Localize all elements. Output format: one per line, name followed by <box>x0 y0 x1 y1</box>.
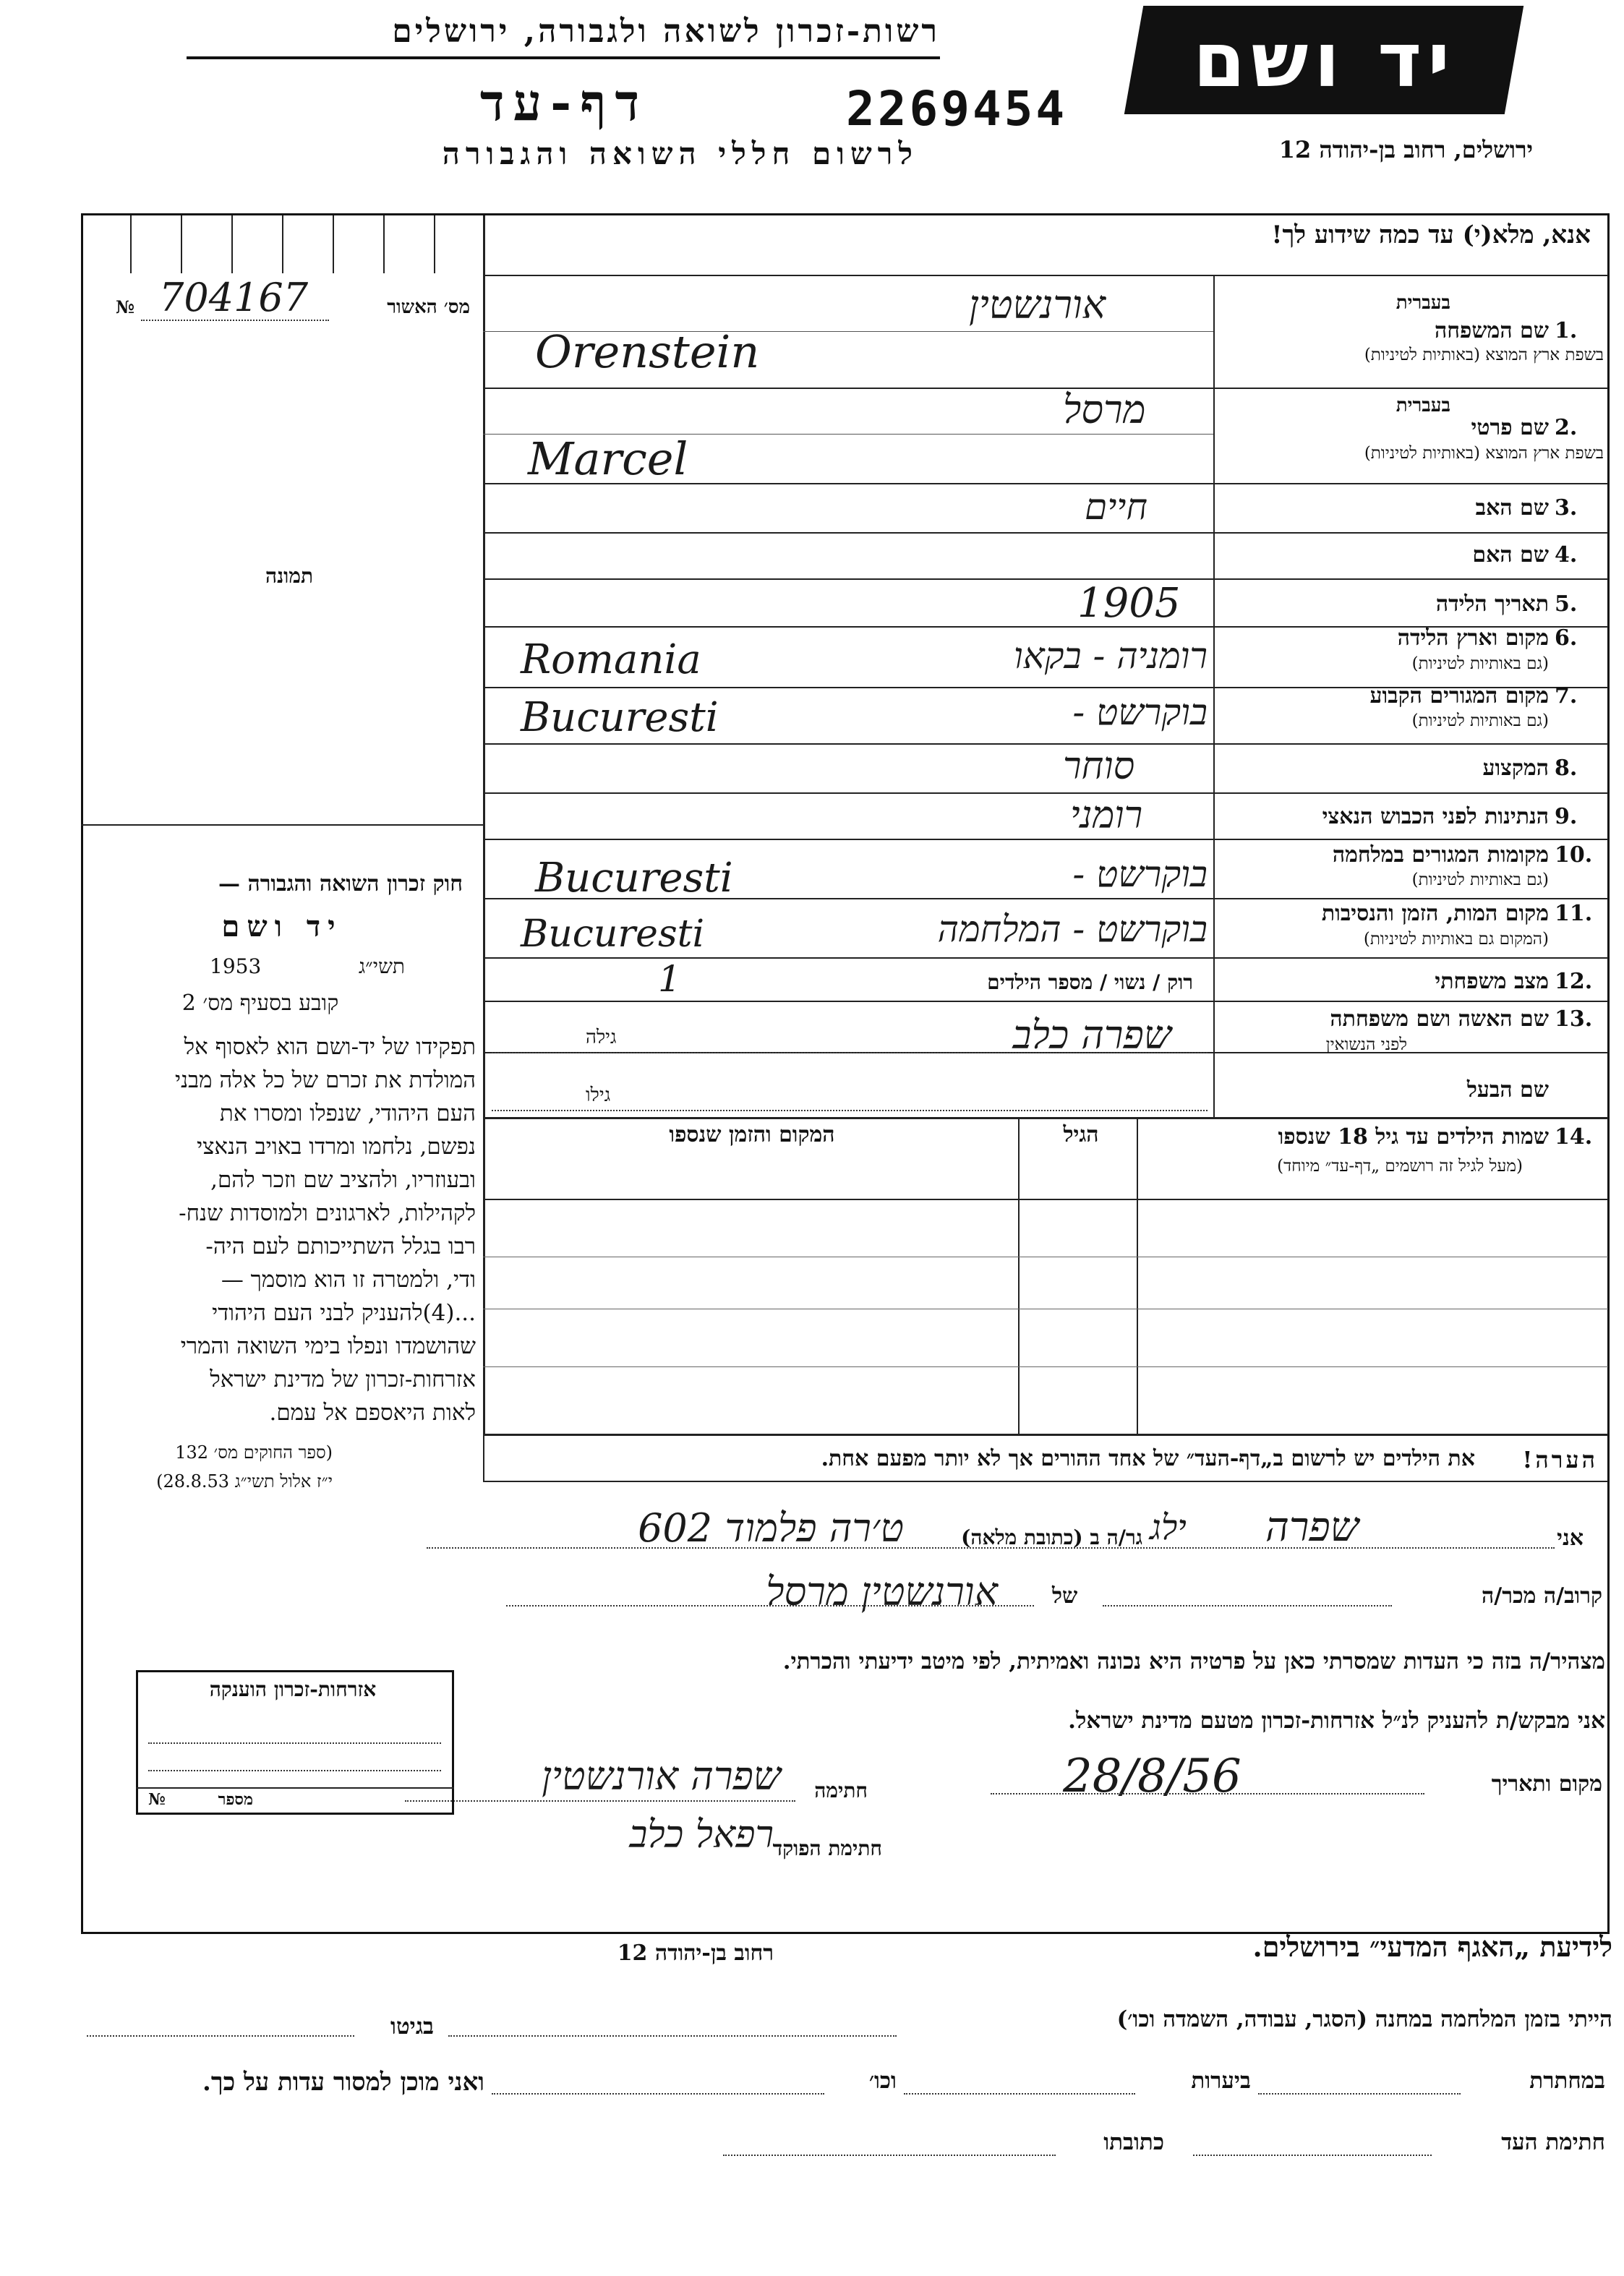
law-clause: קובע בסעיף מס׳ 2 <box>181 991 339 1016</box>
f2-num: 2. <box>1555 415 1578 440</box>
footer-hiding-label: במחתרת <box>1529 2068 1605 2094</box>
law-line: לקהילות, לארגונים ולמוסדות שנח- <box>179 1200 476 1226</box>
f1-sub: בשפת ארץ המוצא (באותיות לטיניות) <box>1364 346 1604 364</box>
f13-sub: לפני הנשואין <box>1325 1035 1407 1054</box>
footer-address-label: כתובתו <box>1103 2129 1164 2155</box>
f1-latin-value: Orenstein <box>535 325 760 378</box>
f9-label: הנתינות לפני הכבוש הנאצי <box>1322 804 1549 829</box>
f12-label: מצב משפחתי <box>1435 969 1549 994</box>
children-label: שמות הילדים עד גיל 18 שנספו <box>1278 1124 1549 1150</box>
f3-value: חיים <box>1085 486 1148 528</box>
f1-label: שם המשפחה <box>1434 318 1549 343</box>
f13-value: שפרה כלב <box>1012 1012 1171 1058</box>
f12-num: 12. <box>1555 969 1593 994</box>
decl-resident-label: גר/ה ב (כתובת מלאה) <box>961 1526 1142 1549</box>
approval-label: מס׳ האשור <box>387 296 470 318</box>
law-line: תפקידו של יד-ושם הוא לאסוף אל <box>184 1034 476 1060</box>
f13-label: שם האשה ושם משפחתה <box>1330 1006 1549 1032</box>
decl-of-label: של <box>1052 1583 1078 1609</box>
form-subtitle: לרשום חללי השואה והגבורה <box>442 136 918 171</box>
f4-num: 4. <box>1555 542 1578 568</box>
approval-value: 704167 <box>159 275 309 320</box>
f9-num: 9. <box>1555 804 1578 829</box>
header-address: ירושלים, רחוב בן-יהודה 12 <box>1278 136 1533 163</box>
f11-sub: (המקום גם באותיות לטיניות) <box>1363 930 1549 949</box>
institution-name: רשות-זכרון לשואה ולגבורה, ירושלים <box>392 13 940 50</box>
f2-sub: בשפת ארץ המוצא (באותיות לטיניות) <box>1364 444 1604 463</box>
f1-heb-tag: בעברית <box>1396 292 1450 314</box>
decl-resident-pre: ילג <box>1150 1507 1187 1548</box>
f1-heb-value: אורנשטין <box>969 282 1106 328</box>
law-line: שהושמדו ונפלו בימי השואה והמרי <box>180 1333 476 1359</box>
footer-line1: הייתי בזמן המלחמה במחנה (הסגר, עבודה, השמדה וכו׳) <box>1116 2006 1612 2032</box>
f12-value: 1 <box>658 958 681 1000</box>
law-line: רבו בגלל השתייכותם לעם היה- <box>205 1233 476 1259</box>
footer-etc-label: וכו׳ <box>868 2068 897 2094</box>
footer-title: לידיעת „האגף המדעי״ בירושלים. <box>1252 1930 1612 1963</box>
footer-witness-label: חתימת העד <box>1501 2129 1605 2155</box>
law-year: 1953 <box>210 954 262 978</box>
law-line: לאות היאספם אל עמם. <box>269 1400 476 1426</box>
decl-relation-value: אורנשטין מרסל <box>766 1569 998 1614</box>
f10-value-latin: Bucuresti <box>535 855 733 902</box>
f11-value-heb: בוקרשט - המלחמה <box>937 908 1208 950</box>
f3-label: שם האב <box>1475 495 1549 521</box>
note-text: את הילדים יש לרשום ב„דף-העד״ של אחד ההורים אך לא יותר מפעם אחת. <box>821 1446 1475 1471</box>
law-line: ודי, ולמטרה זו הוא מוסמך — <box>221 1267 476 1293</box>
logo-text: יד ושם <box>1192 16 1456 104</box>
decl-statement: מצהיר/ה בזה כי העדות שמסרתי כאן על פרטיה היא נכונה ואמיתית, לפי מיטב ידיעתי והכרתי. <box>782 1648 1605 1674</box>
decl-name-value: שפרה <box>1265 1504 1359 1551</box>
law-line: ...(4)להעניק לבני העם היהודי <box>212 1300 476 1326</box>
form-title: דף-עד <box>479 72 649 132</box>
citizenship-box-number: מספר <box>218 1790 253 1809</box>
law-year-heb: תשי״ג <box>358 954 405 978</box>
age-header: הגיל <box>1063 1122 1099 1147</box>
f2-heb-value: מרסל <box>1063 387 1146 432</box>
f3-num: 3. <box>1555 495 1578 521</box>
decl-relation-label: קרוב/ה מכר/ה <box>1482 1583 1602 1609</box>
f7-value-heb: בוקרשט - <box>1072 691 1208 733</box>
f13-age-label: גילה <box>586 1027 617 1048</box>
f7-num: 7. <box>1555 683 1578 709</box>
f10-num: 10. <box>1555 842 1593 868</box>
f5-value: 1905 <box>1077 580 1181 627</box>
decl-place-date-label: מקום ותאריך <box>1491 1771 1602 1797</box>
f7-label: מקום המגורים הקבוע <box>1369 683 1549 709</box>
f6-sub: (גם באותיות לטיניות) <box>1411 654 1549 673</box>
f6-label: מקום וארץ הלידה <box>1397 625 1549 651</box>
law-title: חוק זכרון השואה והגבורה — <box>218 871 463 897</box>
law-name: יד ושם <box>221 910 343 944</box>
law-line: העם היהודי, שנפלו ומסרו את <box>219 1100 476 1126</box>
decl-date-value: 28/8/56 <box>1063 1750 1241 1803</box>
decl-signature-value: שפרה אורנשטין <box>542 1753 781 1799</box>
law-ref-2: י״ז אלול תשי״ג 28.8.53) <box>156 1471 333 1492</box>
decl-request: אני מבקש/ת להעניק לנ״ל אזרחות-זכרון מטעם מדינת ישראל. <box>1068 1708 1605 1734</box>
place-header: המקום והזמן שנספו <box>669 1122 835 1147</box>
decl-officer-label: חתימת הפוקד <box>772 1836 882 1860</box>
footer-address: רחוב בן-יהודה 12 <box>617 1941 774 1966</box>
yad-vashem-logo <box>1124 6 1523 114</box>
law-line: המולדת את זכרם של כל אלה מבני <box>174 1067 476 1093</box>
children-num: 14. <box>1555 1124 1593 1150</box>
decl-officer-value: רפאל כלב <box>629 1813 774 1857</box>
decl-i-label: אני <box>1557 1526 1584 1551</box>
note-title: הערה! <box>1522 1446 1598 1473</box>
law-line: אזרחות-זכרון של מדינת ישראל <box>210 1366 476 1392</box>
f10-value-heb: בוקרשט - <box>1072 853 1208 895</box>
f1-num: 1. <box>1555 318 1578 343</box>
f11-label: מקום המות, הזמן והנסיבות <box>1321 901 1549 926</box>
institution-underline <box>187 56 940 59</box>
f6-num: 6. <box>1555 625 1578 651</box>
f6-value-heb: רומניה - בקאו <box>1014 635 1208 677</box>
f10-label: מקומות המגורים במלחמה <box>1332 842 1549 868</box>
f10-sub: (גם באותיות לטיניות) <box>1411 870 1549 889</box>
decl-signature-label: חתימה <box>814 1779 868 1802</box>
f12-options: רוק / נשוי / מספר הילדים <box>987 970 1193 994</box>
footer-ghetto-label: בגיטו <box>390 2014 434 2040</box>
f13-num: 13. <box>1555 1006 1593 1032</box>
f5-label: תאריך הלידה <box>1435 591 1549 617</box>
f9-value: רומני <box>1070 794 1143 837</box>
serial-number: 2269454 <box>846 81 1068 137</box>
f8-value: סוחר <box>1063 745 1135 788</box>
photo-label: תמונה <box>265 564 314 588</box>
footer-forests-label: ביערות <box>1191 2068 1251 2094</box>
intro-request: אנא, מלא(י) עד כמה שידוע לך! <box>1271 221 1591 249</box>
f7-value-latin: Bucuresti <box>521 694 719 741</box>
approval-prefix: № <box>116 296 135 317</box>
law-text <box>93 1030 476 1429</box>
f2-heb-tag: בעברית <box>1396 395 1450 416</box>
decl-address-value: ט׳רה פלמוד 602 <box>638 1505 904 1551</box>
law-line: נפשם, נלחמו ומרדו באויב הנאצי <box>197 1134 476 1160</box>
law-ref-1: (ספר החוקים מס׳ 132 <box>175 1442 333 1463</box>
children-sub: (מעל לגיל זה רושמים „דף-עד״ מיוחד) <box>1277 1157 1523 1176</box>
footer-ready-label: ואני מוכן למסור עדות על כך. <box>202 2068 484 2097</box>
citizenship-box-title: אזרחות-זכרון הוענקה <box>209 1677 377 1701</box>
f8-label: המקצוע <box>1482 756 1549 781</box>
husband-label: שם הבעל <box>1466 1077 1549 1103</box>
f6-value-latin: Romania <box>521 636 701 683</box>
f8-num: 8. <box>1555 756 1578 781</box>
f4-label: שם האם <box>1472 542 1549 568</box>
husband-age-label: גילו <box>586 1084 611 1106</box>
f5-num: 5. <box>1555 591 1578 617</box>
f11-num: 11. <box>1555 901 1593 926</box>
f2-label: שם פרטי <box>1471 415 1549 440</box>
law-line: ובעוזריו, ולהציב שם וזכר להם, <box>210 1167 476 1193</box>
f11-value-latin: Bucuresti <box>521 912 705 956</box>
f7-sub: (גם באותיות לטיניות) <box>1411 711 1549 730</box>
citizenship-box-prefix: № <box>148 1790 166 1809</box>
f2-latin-value: Marcel <box>528 432 688 485</box>
